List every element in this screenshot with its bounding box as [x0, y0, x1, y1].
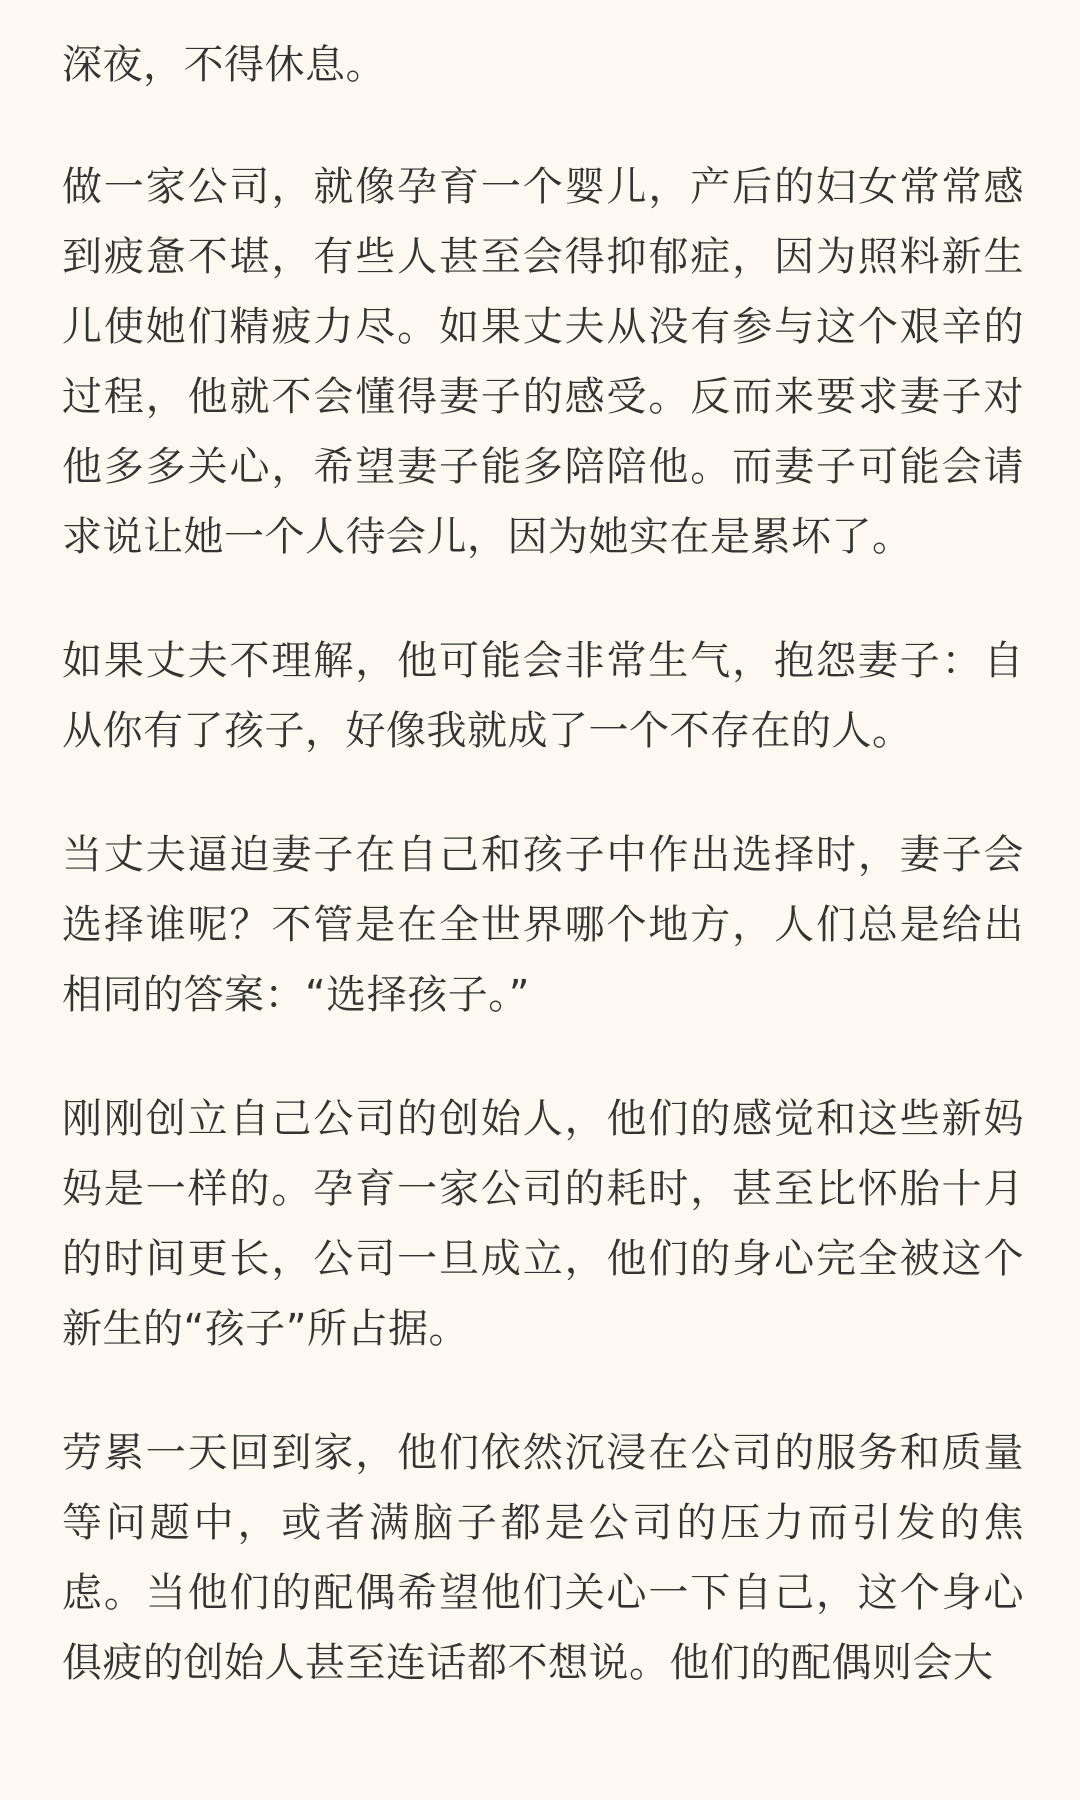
paragraph: 深夜，不得休息。 [62, 42, 386, 88]
paragraph: 当丈夫逼迫妻子在自己和孩子中作出选择时，妻子会选择谁呢？不管是在全世界哪个地方，人们总是给出相同的答案：“选择孩子。” [62, 832, 1024, 1018]
paragraph: 做一家公司，就像孕育一个婴儿，产后的妇女常常感到疲惫不堪，有些人甚至会得抑郁症，因为照料新生儿使她们精疲力尽。如果丈夫从没有参与这个艰辛的过程，他就不会懂得妻子的感受。反而来要求妻子对他多多关心，希望妻子能多陪陪他。而妻子可能会请求说让她一个人待会儿，因为她实在是累坏了。 [62, 164, 1024, 560]
paragraph: 刚刚创立自己公司的创始人，他们的感觉和这些新妈妈是一样的。孕育一家公司的耗时，甚至比怀胎十月的时间更长，公司一旦成立，他们的身心完全被这个新生的“孩子”所占据。 [62, 1096, 1024, 1352]
paragraph: 劳累一天回到家，他们依然沉浸在公司的服务和质量等问题中，或者满脑子都是公司的压力而引发的焦虑。当他们的配偶希望他们关心一下自己，这个身心俱疲的创始人甚至连话都不想说。他们的配偶则会大 [62, 1430, 1024, 1686]
paragraph: 如果丈夫不理解，他可能会非常生气，抱怨妻子：自从你有了孩子，好像我就成了一个不存在的人。 [62, 638, 1024, 754]
